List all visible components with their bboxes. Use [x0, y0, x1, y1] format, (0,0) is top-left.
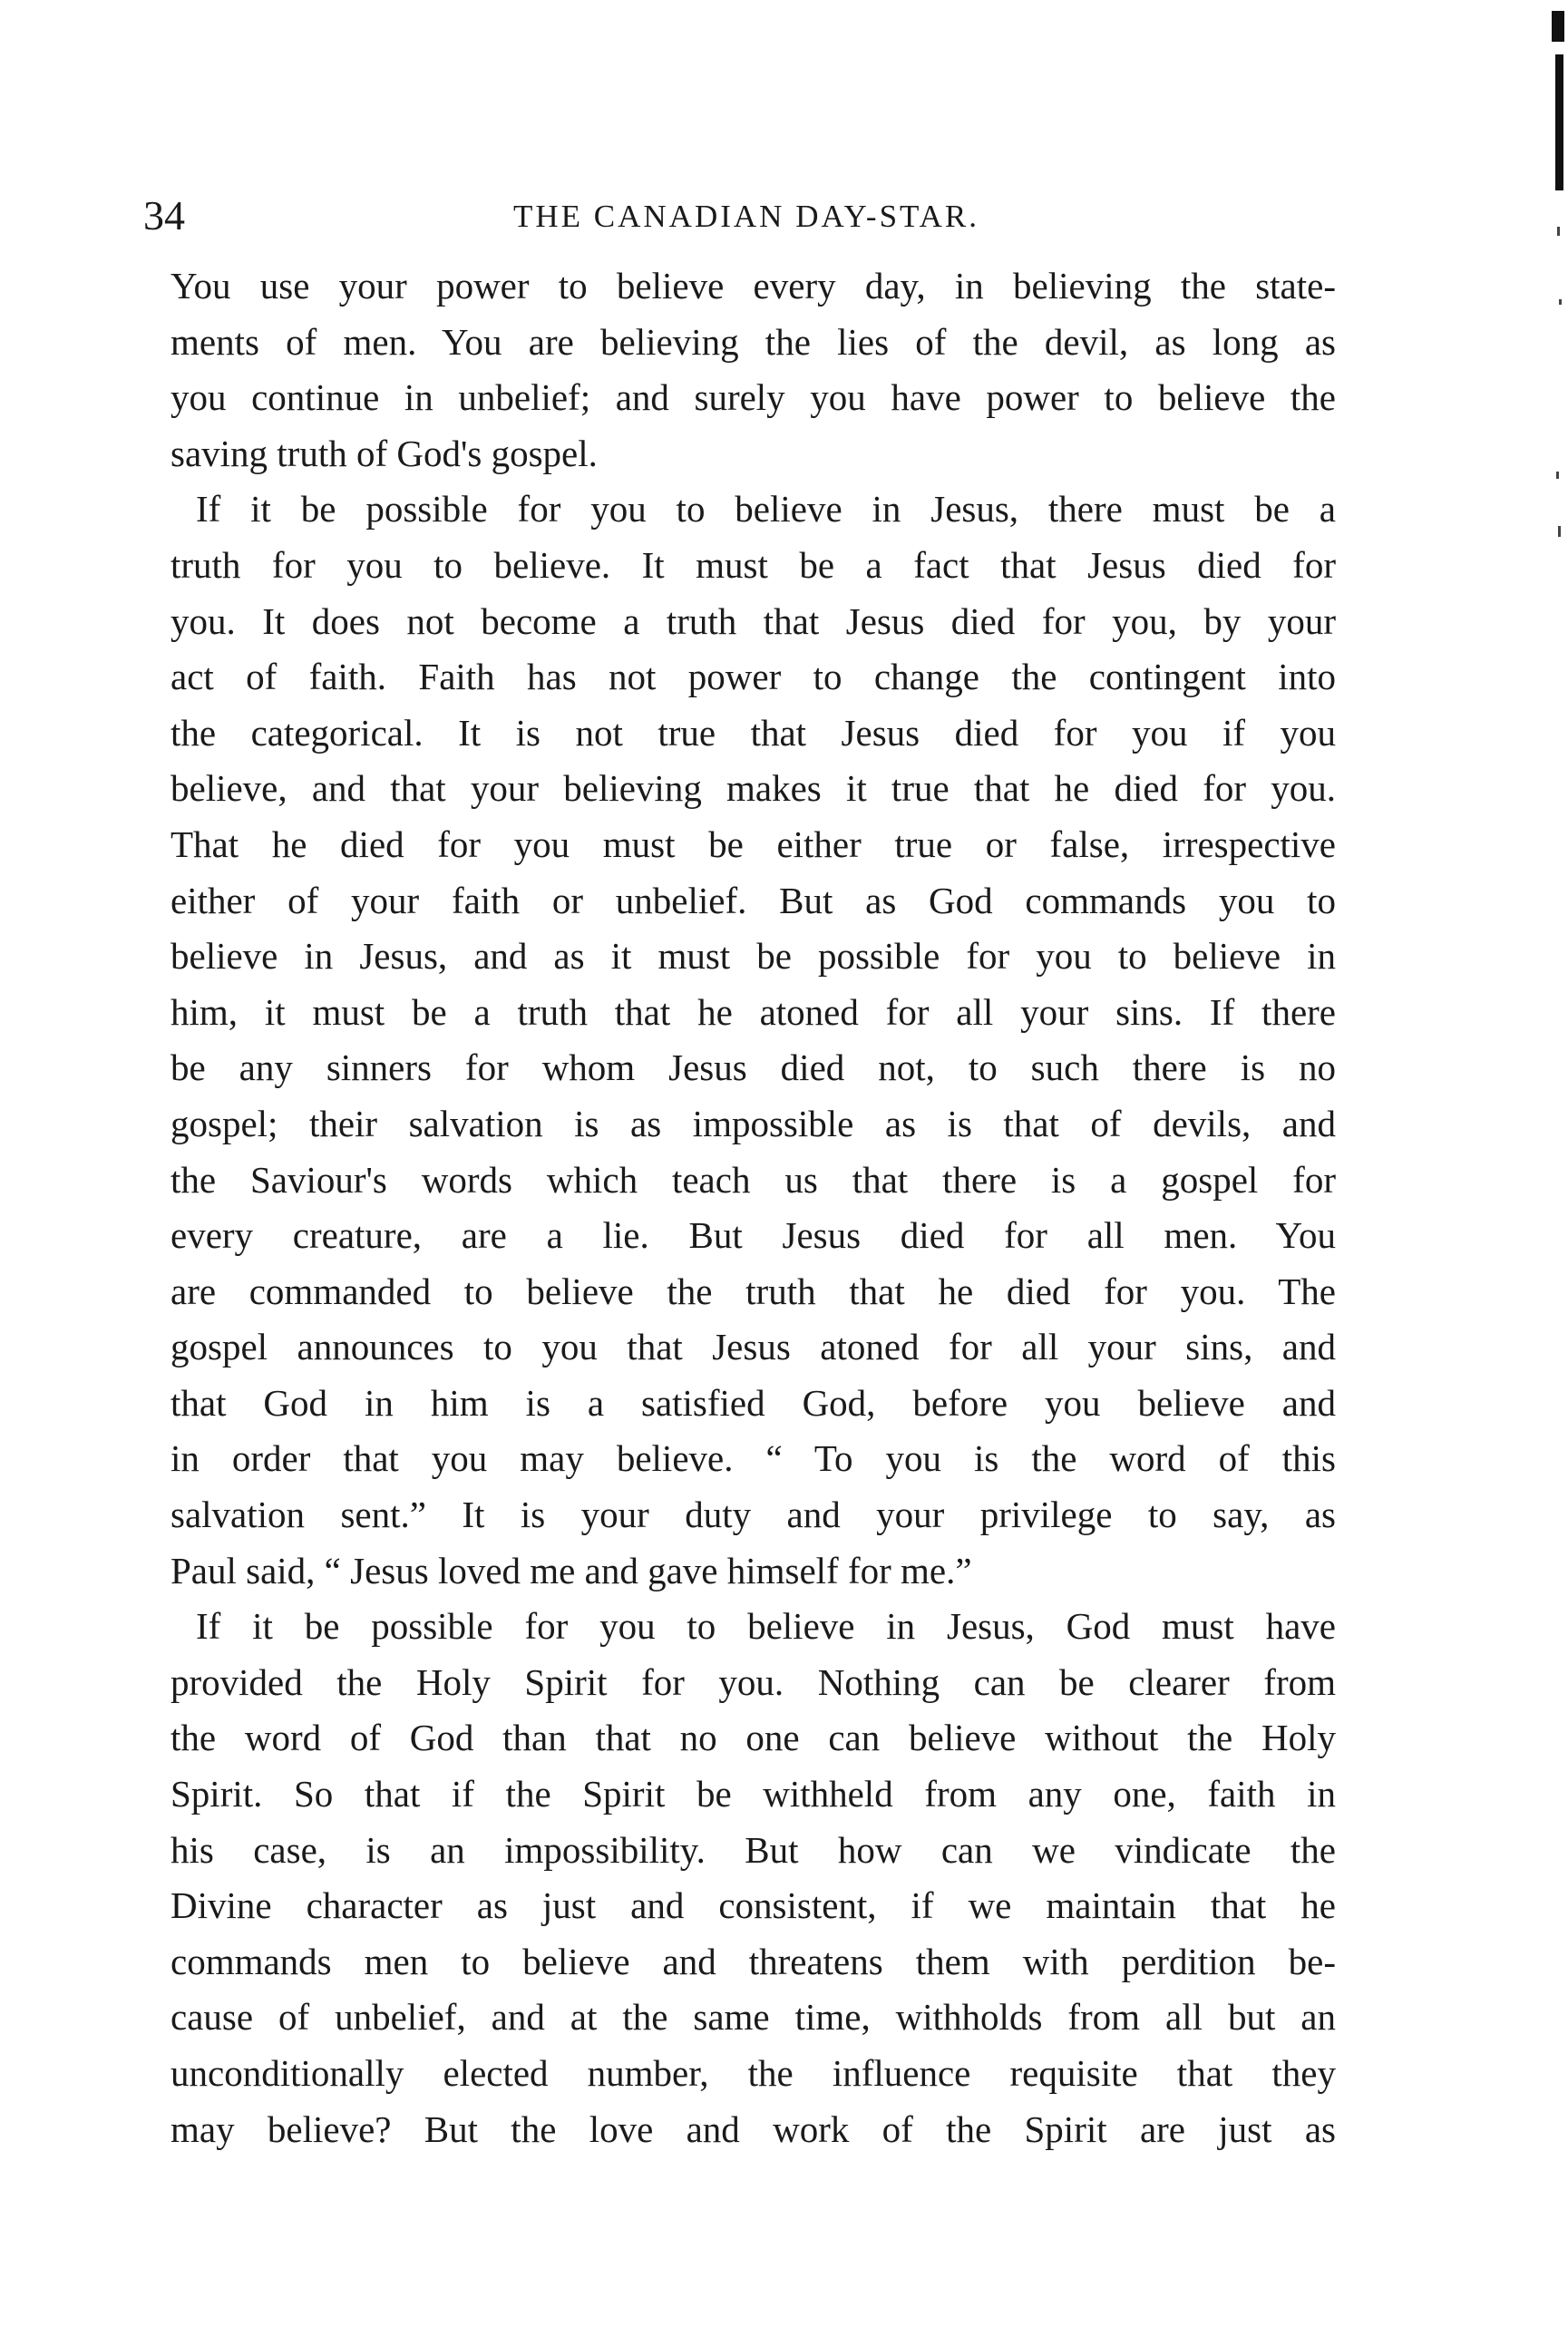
text-line: cause of unbelief, and at the same time, withholds from all but an — [170, 1996, 1336, 2039]
text-line: believe, and that your believing makes it true that he died for you. — [170, 767, 1336, 810]
text-line: believe in Jesus, and as it must be possible for you to believe in — [170, 935, 1336, 978]
text-line: If it be possible for you to believe in Jesus, there must be a — [196, 488, 1336, 530]
body-text — [170, 258, 1336, 2157]
text-line: the categorical. It is not true that Jesus died for you if you — [170, 711, 1336, 754]
text-line: Spirit. So that if the Spirit be withheld from any one, faith in — [170, 1773, 1336, 1815]
text-line: gospel; their salvation is as impossible as is that of devils, and — [170, 1102, 1336, 1144]
text-line: every creature, are a lie. But Jesus died for all men. You — [170, 1214, 1336, 1257]
page-number: 34 — [143, 192, 185, 238]
text-line: act of faith. Faith has not power to change the contingent into — [170, 656, 1336, 698]
text-line: are commanded to believe the truth that he died for you. The — [170, 1270, 1336, 1312]
edge-speck — [1557, 227, 1560, 236]
page-header — [143, 189, 1349, 243]
text-line: the Saviour's words which teach us that there is a gospel for — [170, 1158, 1336, 1201]
edge-speck — [1556, 472, 1559, 479]
text-line: Paul said, “ Jesus loved me and gave himself for me.” — [170, 1549, 972, 1591]
text-line: If it be possible for you to believe in Jesus, God must have — [196, 1605, 1336, 1648]
text-line: commands men to believe and threatens them with perdition be- — [170, 1940, 1336, 1982]
text-line: may believe? But the love and work of the Spirit are just as — [170, 2107, 1336, 2150]
text-line: You use your power to believe every day, in believing the state- — [170, 265, 1336, 307]
text-line: you continue in unbelief; and surely you have power to believe the — [170, 376, 1336, 419]
text-line: ments of men. You are believing the lies of the devil, as long as — [170, 320, 1336, 363]
text-line: salvation sent.” It is your duty and your privilege to say, as — [170, 1494, 1336, 1536]
running-head: THE CANADIAN DAY-STAR. — [513, 199, 979, 234]
edge-bar-middle — [1555, 54, 1563, 190]
text-line: in order that you may believe. “ To you is the word of this — [170, 1437, 1336, 1480]
text-line: be any sinners for whom Jesus died not, to such there is no — [170, 1046, 1336, 1089]
text-line: provided the Holy Spirit for you. Nothing can be clearer from — [170, 1660, 1336, 1703]
text-line: saving truth of God's gospel. — [170, 432, 598, 474]
text-line: That he died for you must be either true or false, irrespective — [170, 822, 1336, 865]
text-line: you. It does not become a truth that Jesus died for you, by your — [170, 599, 1336, 642]
text-line: unconditionally elected number, the influence requisite that they — [170, 2052, 1336, 2094]
text-line: that God in him is a satisfied God, before you believe and — [170, 1381, 1336, 1424]
text-line: him, it must be a truth that he atoned for all your sins. If there — [170, 990, 1336, 1033]
text-line: gospel announces to you that Jesus atoned for all your sins, and — [170, 1326, 1336, 1368]
text-line: his case, is an impossibility. But how can we vindicate the — [170, 1828, 1336, 1871]
edge-speck — [1558, 526, 1561, 537]
text-line: either of your faith or unbelief. But as God commands you to — [170, 879, 1336, 921]
text-line: truth for you to believe. It must be a fact that Jesus died for — [170, 543, 1336, 586]
text-line: the word of God than that no one can believe without the Holy — [170, 1717, 1336, 1759]
page-edge-mark — [1548, 0, 1568, 589]
text-line: Divine character as just and consistent, if we maintain that he — [170, 1884, 1336, 1927]
edge-bar-top — [1552, 11, 1564, 42]
edge-speck — [1559, 299, 1562, 305]
